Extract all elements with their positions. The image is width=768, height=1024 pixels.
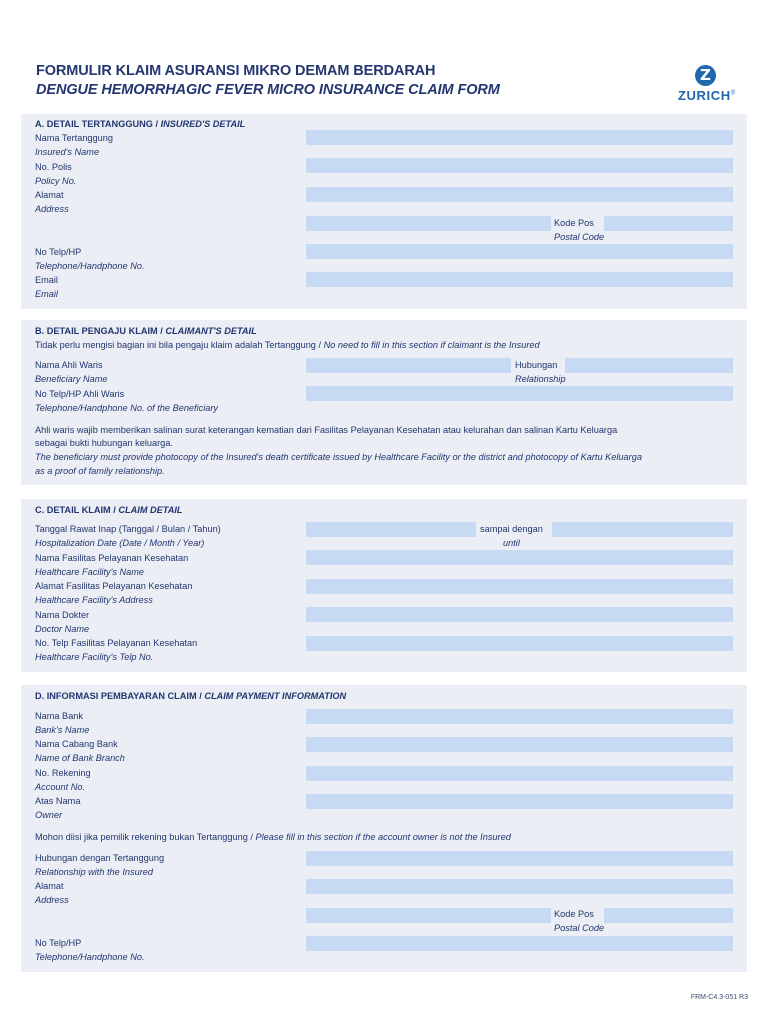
owner-postal-code-label-en: Postal Code — [554, 923, 605, 933]
insured-name-field[interactable] — [306, 130, 733, 145]
form-code: FRM-C4.3-051 R3 — [690, 994, 748, 1001]
section-claim-payment — [21, 685, 747, 972]
section-b-note: Tidak perlu mengisi bagian ini bila pengaju klaim adalah Tertanggung / No need to fill in this section if claimant is the Insured — [35, 340, 540, 350]
section-d-heading: D. INFORMASI PEMBAYARAN CLAIM / CLAIM PAYMENT INFORMATION — [35, 691, 347, 701]
owner-phone-label: No Telp/HP — [35, 938, 82, 948]
account-no-label-en: Account No. — [35, 782, 86, 792]
facility-name-label-en: Healthcare Facility's Name — [35, 567, 144, 577]
beneficiary-name-label-en: Beneficiary Name — [35, 374, 108, 384]
owner-address-line2-field[interactable] — [306, 908, 551, 923]
insured-email-label-en: Email — [35, 289, 58, 299]
account-owner-label-en: Owner — [35, 810, 63, 820]
hospitalization-date-label-en: Hospitalization Date (Date / Month / Year) — [35, 538, 205, 548]
account-no-label: No. Rekening — [35, 768, 91, 778]
section-d-note: Mohon diisi jika pemilik rekening bukan Tertanggung / Please fill in this section if the account owner is not the Insured — [35, 832, 511, 842]
beneficiary-name-field[interactable] — [306, 358, 511, 373]
zurich-logo — [676, 65, 736, 105]
insured-postal-code-field[interactable] — [604, 216, 733, 231]
postal-code-label-en: Postal Code — [554, 232, 605, 242]
insured-phone-field[interactable] — [306, 244, 733, 259]
section-claim-detail — [21, 499, 747, 672]
facility-name-label: Nama Fasilitas Pelayanan Kesehatan — [35, 553, 189, 563]
beneficiary-notice-line1: Ahli waris wajib memberikan salinan surat keterangan kematian dari Fasilitas Pelayanan Kesehatan atau kelurahan dan salinan Kartu Keluarga — [35, 425, 618, 435]
account-owner-label: Atas Nama — [35, 796, 81, 806]
owner-phone-field[interactable] — [306, 936, 733, 951]
insured-email-field[interactable] — [306, 272, 733, 287]
bank-name-field[interactable] — [306, 709, 733, 724]
owner-relationship-field[interactable] — [306, 851, 733, 866]
facility-address-field[interactable] — [306, 579, 733, 594]
form-title-indonesian: FORMULIR KLAIM ASURANSI MIKRO DEMAM BERDARAH — [36, 63, 436, 79]
postal-code-label: Kode Pos — [554, 218, 594, 228]
owner-postal-code-label: Kode Pos — [554, 909, 594, 919]
insured-name-label-en: Insured's Name — [35, 147, 100, 157]
facility-phone-label: No. Telp Fasilitas Pelayanan Kesehatan — [35, 638, 198, 648]
facility-address-label: Alamat Fasilitas Pelayanan Kesehatan — [35, 581, 193, 591]
doctor-name-field[interactable] — [306, 607, 733, 622]
insured-email-label: Email — [35, 275, 58, 285]
section-insured-detail — [21, 114, 747, 309]
owner-address-label: Alamat — [35, 881, 64, 891]
zurich-wordmark: ZURICH® — [678, 88, 736, 103]
hospitalization-start-date-field[interactable] — [306, 522, 476, 537]
policy-no-field[interactable] — [306, 158, 733, 173]
owner-address-label-en: Address — [35, 895, 69, 905]
policy-no-label: No. Polis — [35, 162, 72, 172]
facility-phone-field[interactable] — [306, 636, 733, 651]
bank-branch-field[interactable] — [306, 737, 733, 752]
insured-phone-label: No Telp/HP — [35, 247, 82, 257]
account-no-field[interactable] — [306, 766, 733, 781]
hospitalization-end-date-field[interactable] — [552, 522, 733, 537]
owner-address-field[interactable] — [306, 879, 733, 894]
facility-address-label-en: Healthcare Facility's Address — [35, 595, 153, 605]
until-label-en: until — [503, 538, 520, 548]
beneficiary-notice-en-line2: as a proof of family relationship. — [35, 466, 165, 476]
until-label: sampai dengan — [480, 524, 543, 534]
bank-branch-label: Nama Cabang Bank — [35, 739, 118, 749]
section-c-heading: C. DETAIL KLAIM / CLAIM DETAIL — [35, 505, 183, 515]
facility-phone-label-en: Healthcare Facility's Telp No. — [35, 652, 154, 662]
doctor-name-label-en: Doctor Name — [35, 624, 90, 634]
relationship-label-en: Relationship — [515, 374, 566, 384]
beneficiary-phone-label: No Telp/HP Ahli Waris — [35, 389, 125, 399]
bank-name-label: Nama Bank — [35, 711, 84, 721]
zurich-z-icon: Z — [695, 65, 716, 86]
section-a-heading: A. DETAIL TERTANGGUNG / INSURED'S DETAIL — [35, 119, 246, 129]
insured-address-label: Alamat — [35, 190, 64, 200]
beneficiary-notice-line2: sebagai bukti hubungan keluarga. — [35, 438, 173, 448]
beneficiary-phone-field[interactable] — [306, 386, 733, 401]
insured-address-field[interactable] — [306, 187, 733, 202]
bank-branch-label-en: Name of Bank Branch — [35, 753, 125, 763]
policy-no-label-en: Policy No. — [35, 176, 77, 186]
beneficiary-phone-label-en: Telephone/Handphone No. of the Beneficiary — [35, 403, 219, 413]
beneficiary-notice-en-line1: The beneficiary must provide photocopy of the Insured's death certificate issued by Healthcare Facility or the district and photocopy of Kartu Keluarga — [35, 452, 642, 462]
form-title-english: DENGUE HEMORRHAGIC FEVER MICRO INSURANCE CLAIM FORM — [36, 82, 500, 98]
owner-postal-code-field[interactable] — [604, 908, 733, 923]
insured-phone-label-en: Telephone/Handphone No. — [35, 261, 145, 271]
account-owner-field[interactable] — [306, 794, 733, 809]
beneficiary-name-label: Nama Ahli Waris — [35, 360, 103, 370]
owner-relationship-label-en: Relationship with the Insured — [35, 867, 153, 877]
relationship-label: Hubungan — [515, 360, 558, 370]
insured-address-label-en: Address — [35, 204, 69, 214]
insured-address-line2-field[interactable] — [306, 216, 551, 231]
doctor-name-label: Nama Dokter — [35, 610, 90, 620]
section-b-heading: B. DETAIL PENGAJU KLAIM / CLAIMANT'S DETAIL — [35, 326, 257, 336]
section-claimant-detail — [21, 320, 747, 485]
insured-name-label: Nama Tertanggung — [35, 133, 113, 143]
facility-name-field[interactable] — [306, 550, 733, 565]
bank-name-label-en: Bank's Name — [35, 725, 90, 735]
owner-phone-label-en: Telephone/Handphone No. — [35, 952, 145, 962]
relationship-field[interactable] — [565, 358, 733, 373]
hospitalization-date-label: Tanggal Rawat Inap (Tanggal / Bulan / Tahun) — [35, 524, 221, 534]
owner-relationship-label: Hubungan dengan Tertanggung — [35, 853, 165, 863]
